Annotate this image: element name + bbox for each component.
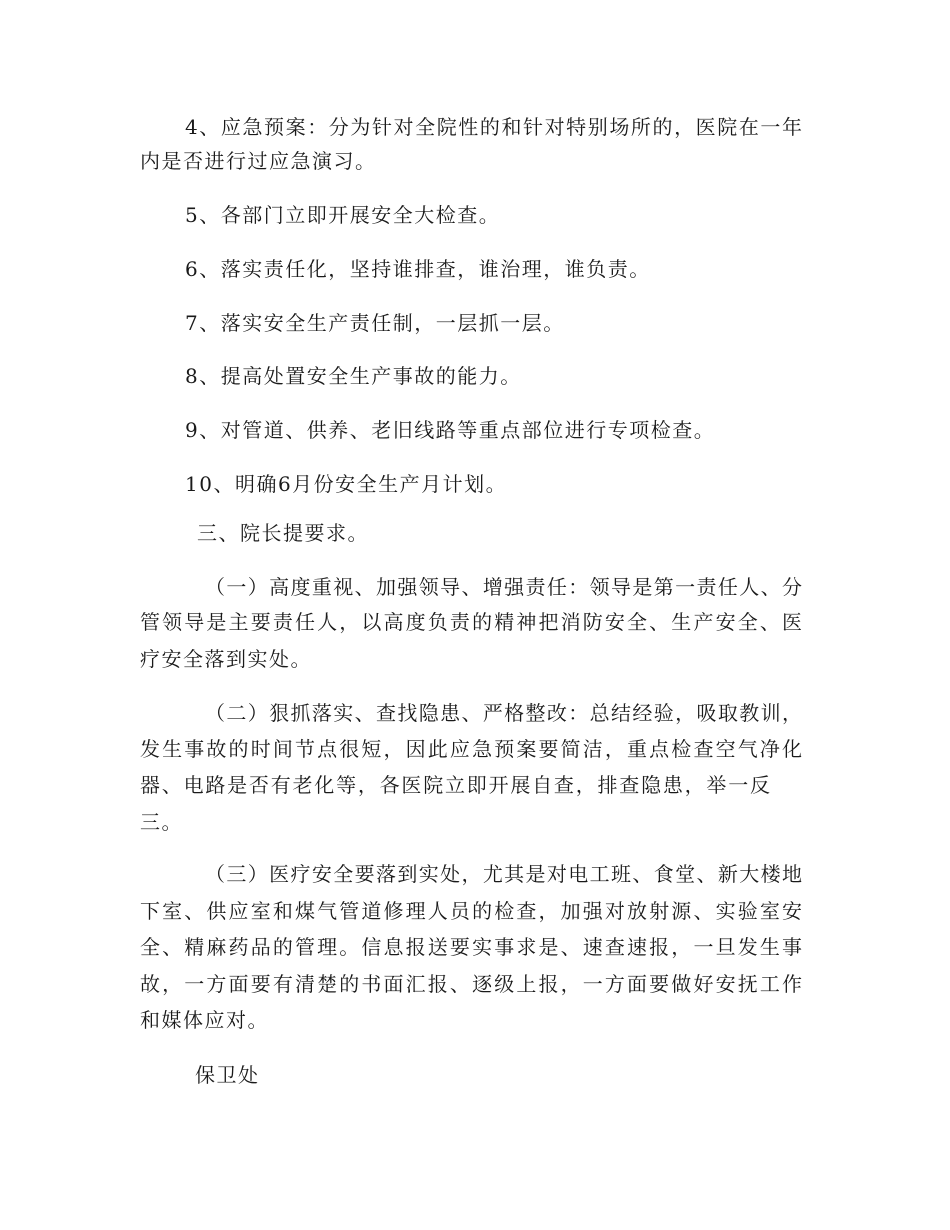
- paragraph-line: （一）高度重视、加强领导、增强责任：领导是第一责任人、分: [205, 575, 802, 599]
- paragraph-line: 三。: [140, 810, 183, 834]
- list-item: 5、各部门立即开展安全大检查。: [185, 203, 501, 227]
- paragraph-line: 管领导是主要责任人，以高度负责的精神把消防安全、生产安全、医: [140, 610, 802, 634]
- paragraph-line: 故，一方面要有清楚的书面汇报、逐级上报，一方面要做好安抚工作: [140, 972, 802, 996]
- paragraph-line: 发生事故的时间节点很短，因此应急预案要简洁，重点检查空气净化: [140, 737, 802, 761]
- paragraph-line: 下室、供应室和煤气管道修理人员的检查，加强对放射源、实验室安: [140, 899, 802, 923]
- section-heading: 三、院长提要求。: [197, 521, 369, 545]
- list-item: 7、落实安全生产责任制，一层抓一层。: [185, 311, 565, 335]
- paragraph-line: 器、电路是否有老化等，各医院立即开展自查，排查隐患，举一反: [140, 773, 770, 797]
- list-item: 9、对管道、供养、老旧线路等重点部位进行专项检查。: [185, 418, 716, 442]
- list-item: 8、提高处置安全生产事故的能力。: [185, 364, 522, 388]
- list-item: 6、落实责任化，坚持谁排查，谁治理，谁负责。: [185, 257, 651, 281]
- paragraph-line: （二）狠抓落实、查找隐患、严格整改：总结经验，吸取教训，: [205, 701, 802, 725]
- list-item: 10、明确6月份安全生产月计划。: [185, 472, 508, 496]
- paragraph-line: （三）医疗安全要落到实处，尤其是对电工班、食堂、新大楼地: [205, 862, 802, 886]
- paragraph-line: 和媒体应对。: [140, 1008, 269, 1032]
- paragraph-line: 内是否进行过应急演习。: [140, 149, 377, 173]
- paragraph-line: 4、应急预案：分为针对全院性的和针对特别场所的，医院在一年: [185, 115, 802, 139]
- paragraph-line: 全、精麻药品的管理。信息报送要实事求是、速查速报，一旦发生事: [140, 935, 802, 959]
- signature-department: 保卫处: [195, 1063, 260, 1087]
- paragraph-line: 疗安全落到实处。: [140, 647, 312, 671]
